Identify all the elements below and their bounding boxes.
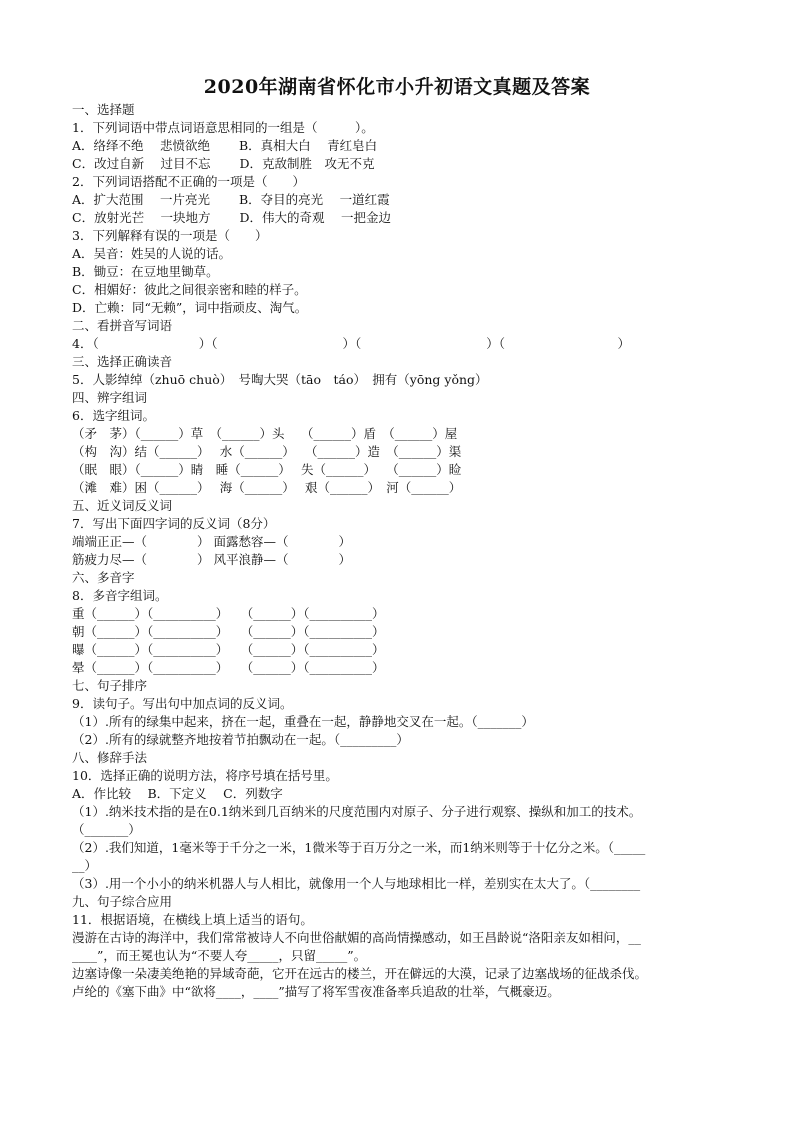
answer-option: B．锄豆：在豆地里锄草。	[72, 264, 219, 279]
answer-option: C．相媚好：彼此之间很亲密和睦的样子。	[72, 282, 307, 297]
page-title: 2020年湖南省怀化市小升初语文真题及答案	[203, 76, 591, 98]
answer-option: A．吴音：姓吴的人说的话。	[72, 246, 232, 261]
answer-option: A．络绎不绝 悲愤欲绝 B．真相大白 青红皂白	[72, 138, 378, 153]
answer-option: C．改过自新 过目不忘 D．克敌制胜 攻无不克	[72, 156, 375, 171]
section-heading: 七、句子排序	[72, 678, 148, 693]
fill-blank-row: （滩 难）困（______） 海（______） 艰（______） 河（______）	[72, 480, 462, 495]
section-heading: 八、修辞手法	[72, 750, 148, 765]
section-heading: 一、选择题	[72, 102, 135, 117]
section-heading: 九、句子综合应用	[72, 894, 173, 909]
answer-option: A．作比较 B．下定义 C．列数字	[72, 786, 283, 801]
question-text: 3．下列解释有误的一项是（ ）	[72, 228, 268, 243]
question-text: 7．写出下面四字词的反义词（8分）	[72, 516, 276, 531]
question-text: 4．（ ）（ ）（ ）（ ）	[72, 336, 630, 351]
paragraph-line: ____”，而王冕也认为“不要人夸_____，只留_____”。	[72, 948, 367, 963]
sentence-item: （2）.我们知道，1毫米等于千分之一米，1微米等于百万分之一米，而1纳米则等于十亿分之米。（_____	[72, 840, 646, 855]
question-text: 2．下列词语搭配不正确的一项是（ ）	[72, 174, 305, 189]
sentence-item: （_______）	[72, 822, 141, 837]
section-heading: 六、多音字	[72, 570, 135, 585]
fill-blank-row: 朝（______）（__________） （______）（__________）	[72, 624, 385, 639]
question-text: 8．多音字组词。	[72, 588, 168, 603]
paragraph-line: 卢纶的《塞下曲》中“欲将____，____”描写了将军雪夜准备率兵追敌的壮举，气概豪迈。	[72, 984, 560, 999]
paragraph-line: 漫游在古诗的海洋中，我们常常被诗人不向世俗献媚的高尚情操感动，如王昌龄说“洛阳亲友如相问，__	[72, 930, 641, 945]
section-heading: 二、看拼音写词语	[72, 318, 173, 333]
section-heading: 五、近义词反义词	[72, 498, 173, 513]
question-text: 11．根据语境，在横线上填上适当的语句。	[72, 912, 313, 927]
fill-blank-row: 筋疲力尽—（ ） 风平浪静—（ ）	[72, 552, 351, 567]
question-text: 6．选字组词。	[72, 408, 155, 423]
answer-option: A．扩大范围 一片亮光 B．夺目的亮光 一道红霞	[72, 192, 390, 207]
question-text: 10．选择正确的说明方法，将序号填在括号里。	[72, 768, 338, 783]
section-heading: 四、辨字组词	[72, 390, 148, 405]
sentence-item: __）	[72, 858, 98, 873]
fill-blank-row: （构 沟）结（______） 水（______） （______）造 （______）渠	[72, 444, 462, 459]
fill-blank-row: 曝（______）（__________） （______）（__________）	[72, 642, 385, 657]
answer-option: C．放射光芒 一块地方 D．伟大的奇观 一把金边	[72, 210, 392, 225]
fill-blank-row: （矛 茅）（______）草 （______）头 （______）盾 （______）屋	[72, 426, 458, 441]
sentence-item: （3）.用一个小小的纳米机器人与人相比，就像用一个人与地球相比一样，差别实在太大了。（________	[72, 876, 641, 891]
sentence-item: （1）.所有的绿集中起来，挤在一起，重叠在一起，静静地交叉在一起。（_______）	[72, 714, 534, 729]
fill-blank-row: 晕（______）（__________） （______）（__________）	[72, 660, 385, 675]
fill-blank-row: 端端正正—（ ） 面露愁容—（ ）	[72, 534, 351, 549]
paragraph-line: 边塞诗像一朵凄美绝艳的异域奇葩，它开在远古的楼兰，开在僻远的大漠，记录了边塞战场的征战杀伐。	[72, 966, 648, 981]
section-heading: 三、选择正确读音	[72, 354, 173, 369]
question-text: 9．读句子。写出句中加点词的反义词。	[72, 696, 293, 711]
sentence-item: （1）.纳米技术指的是在0.1纳米到几百纳米的尺度范围内对原子、分子进行观察、操纵和加工的技术。	[72, 804, 642, 819]
fill-blank-row: 重（______）（__________） （______）（__________）	[72, 606, 385, 621]
question-text: 5．人影绰绰（zhuō chuò） 号啕大哭（tāo táo） 拥有（yōng yǒng）	[72, 372, 488, 387]
fill-blank-row: （眠 眼）（______）睛 睡（______） 失（______） （______）睑	[72, 462, 462, 477]
answer-option: D．亡赖：同“无赖”，词中指顽皮、淘气。	[72, 300, 308, 315]
sentence-item: （2）.所有的绿就整齐地按着节拍飘动在一起。（_________）	[72, 732, 409, 747]
question-text: 1．下列词语中带点词语意思相同的一组是（ ）。	[72, 120, 374, 135]
